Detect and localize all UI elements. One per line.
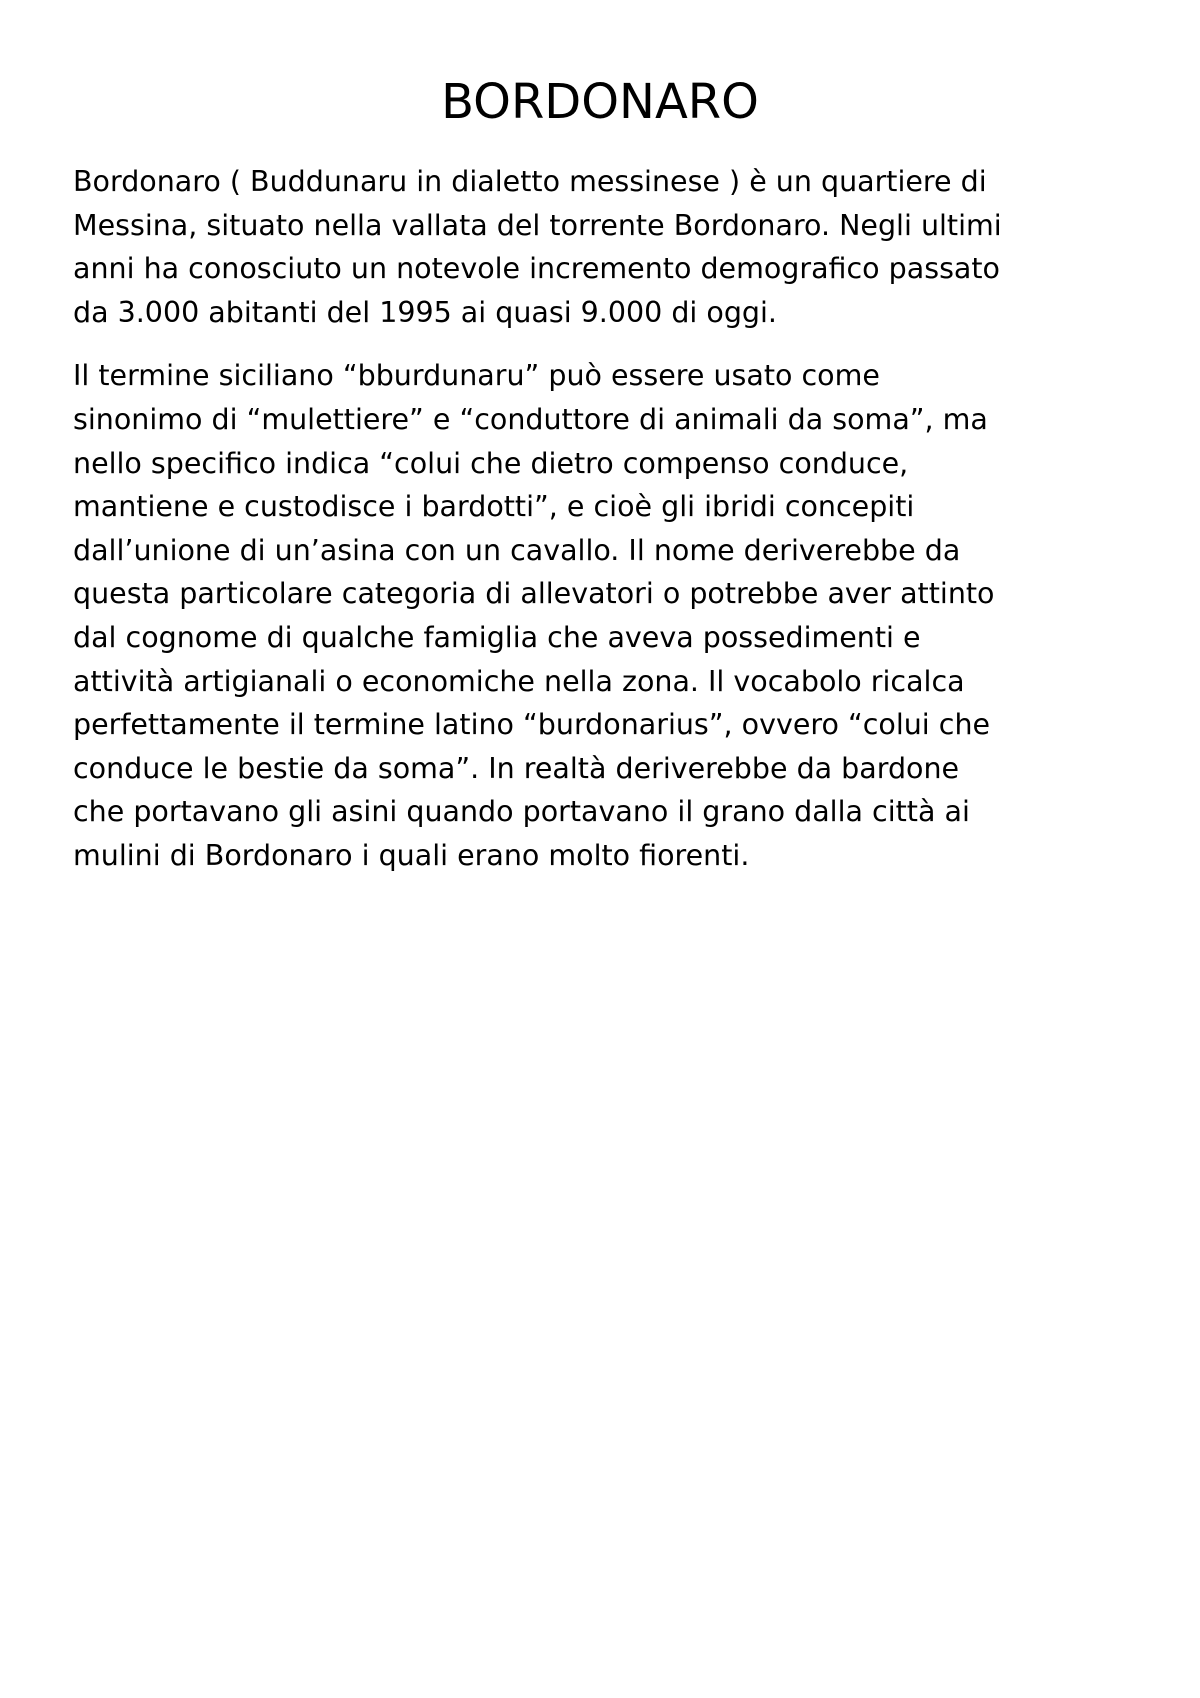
document-body — [73, 160, 1133, 878]
paragraph-intro: Bordonaro ( Buddunaru in dialetto messinese ) è un quartiere di Messina, situato nella vallata del torrente Bordonaro. Negli ultimi anni ha conosciuto un notevole incremento demografico passato da 3.000 abitanti del 1995 ai quasi 9.000 di oggi. — [73, 165, 1002, 329]
page-title: BORDONARO — [441, 74, 759, 130]
paragraph-etymology: Il termine siciliano “bburdunaru” può essere usato come sinonimo di “mulettiere” e “conduttore di animali da soma”, ma nello specifico indica “colui che dietro compenso conduce, mantiene e custodisce i bardotti”, e cioè gli ibridi concepiti dall’unione di un’asina con un cavallo. Il nome deriverebbe da questa particolare categoria di allevatori o potrebbe aver attinto dal cognome di qualche famiglia che aveva possedimenti e attività artigianali o economiche nella zona. Il vocabolo ricalca perfettamente il termine latino “burdonarius”, ovvero “colui che conduce le bestie da soma”. In realtà deriverebbe da bardone che portavano gli asini quando portavano il grano dalla città ai mulini di Bordonaro i quali erano molto fiorenti. — [73, 359, 995, 872]
